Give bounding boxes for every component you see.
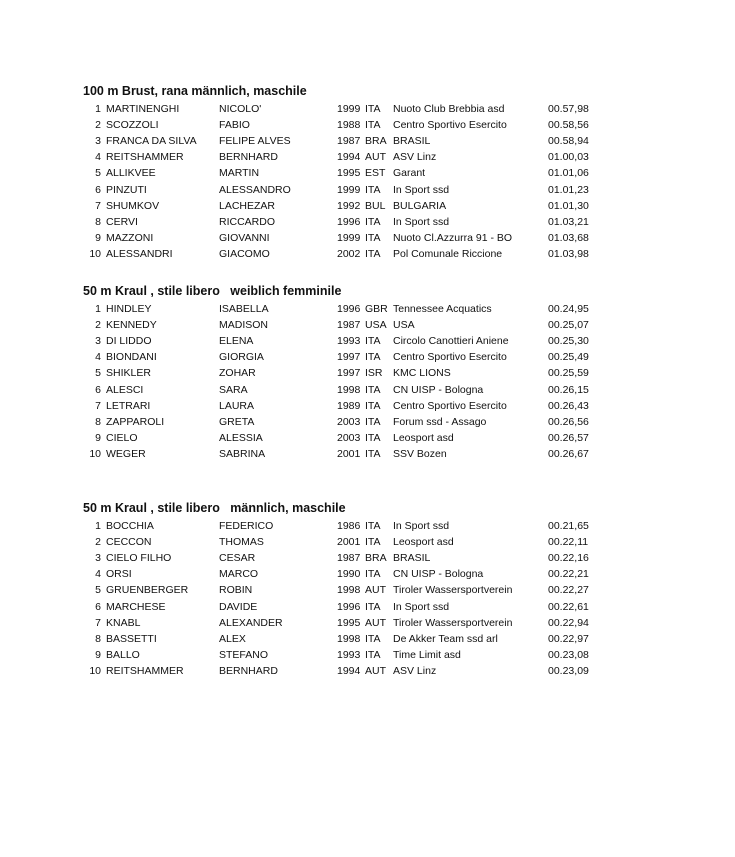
last-name-cell: SCOZZOLI [106, 119, 159, 132]
rank-cell: 5 [95, 584, 101, 597]
rank-cell: 4 [95, 568, 101, 581]
table-row [0, 398, 735, 414]
last-name-cell: ORSI [106, 568, 132, 581]
time-cell: 00.58,56 [548, 119, 589, 132]
rank-cell: 3 [95, 552, 101, 565]
rank-cell: 8 [95, 215, 101, 228]
rank-cell: 8 [95, 632, 101, 645]
first-name-cell: STEFANO [219, 648, 269, 661]
nation-cell: BRA [365, 552, 387, 565]
table-row [0, 182, 735, 198]
table-row [0, 198, 735, 214]
rank-cell: 9 [95, 648, 101, 661]
table-row [0, 333, 735, 349]
birth-year-cell: 1987 [337, 135, 361, 148]
first-name-cell: MADISON [219, 319, 269, 332]
time-cell: 00.26,15 [548, 383, 589, 396]
table-row [0, 149, 735, 165]
first-name-cell: ALESSANDRO [219, 183, 291, 196]
birth-year-cell: 2001 [337, 447, 361, 460]
table-row [0, 365, 735, 381]
table-row [0, 133, 735, 149]
nation-cell: ITA [365, 632, 381, 645]
last-name-cell: MAZZONI [106, 231, 154, 244]
birth-year-cell: 1995 [337, 167, 361, 180]
rank-cell: 1 [95, 103, 101, 115]
table-row [0, 647, 735, 663]
rank-cell: 3 [95, 335, 101, 348]
table-row [0, 317, 735, 333]
first-name-cell: GRETA [219, 415, 255, 428]
last-name-cell: KENNEDY [106, 319, 157, 332]
time-cell: 00.25,30 [548, 335, 589, 348]
club-cell: Tiroler Wassersportverein [393, 616, 513, 629]
time-cell: 00.22,11 [548, 536, 589, 549]
birth-year-cell: 2002 [337, 247, 361, 260]
first-name-cell: THOMAS [219, 536, 264, 549]
time-cell: 00.26,67 [548, 447, 589, 460]
rank-cell: 10 [89, 664, 101, 677]
time-cell: 00.25,07 [548, 319, 589, 332]
time-cell: 00.22,16 [548, 552, 589, 565]
time-cell: 01.01,23 [548, 183, 589, 196]
club-cell: In Sport ssd [393, 183, 450, 196]
club-cell: Leosport asd [393, 431, 454, 444]
nation-cell: ITA [365, 399, 381, 412]
nation-cell: ITA [365, 520, 381, 532]
nation-cell: ITA [365, 351, 381, 364]
last-name-cell: REITSHAMMER [106, 151, 184, 164]
rank-cell: 6 [95, 600, 101, 613]
nation-cell: ITA [365, 335, 381, 348]
nation-cell: ITA [365, 536, 381, 549]
birth-year-cell: 1998 [337, 383, 361, 396]
club-cell: Tiroler Wassersportverein [393, 584, 513, 597]
time-cell: 00.25,49 [548, 351, 589, 364]
rank-cell: 6 [95, 183, 101, 196]
club-cell: Time Limit asd [393, 648, 461, 661]
club-cell: BULGARIA [393, 199, 447, 212]
time-cell: 01.03,21 [548, 215, 589, 228]
nation-cell: AUT [365, 151, 386, 164]
last-name-cell: ALESSANDRI [106, 247, 173, 260]
last-name-cell: MARCHESE [106, 600, 166, 613]
last-name-cell: SHUMKOV [106, 199, 160, 212]
table-row [0, 663, 735, 679]
rank-cell: 8 [95, 415, 101, 428]
section-title: 50 m Kraul , stile libero männlich, maschile [83, 501, 346, 515]
table-row [0, 117, 735, 133]
nation-cell: BRA [365, 135, 387, 148]
first-name-cell: ZOHAR [219, 367, 256, 380]
club-cell: SSV Bozen [393, 447, 447, 460]
club-cell: Garant [393, 167, 426, 180]
rank-cell: 5 [95, 367, 101, 380]
birth-year-cell: 1990 [337, 568, 361, 581]
rank-cell: 1 [95, 520, 101, 532]
nation-cell: ITA [365, 183, 381, 196]
first-name-cell: NICOLO' [219, 103, 262, 115]
nation-cell: AUT [365, 616, 386, 629]
time-cell: 00.25,59 [548, 367, 589, 380]
time-cell: 00.22,94 [548, 616, 589, 629]
last-name-cell: SHIKLER [106, 367, 151, 380]
time-cell: 00.58,94 [548, 135, 589, 148]
club-cell: BRASIL [393, 135, 431, 148]
rank-cell: 10 [89, 447, 101, 460]
time-cell: 01.03,68 [548, 231, 589, 244]
last-name-cell: PINZUTI [106, 183, 147, 196]
nation-cell: AUT [365, 664, 386, 677]
time-cell: 00.26,57 [548, 431, 589, 444]
rank-cell: 4 [95, 151, 101, 164]
last-name-cell: BOCCHIA [106, 520, 154, 532]
nation-cell: ITA [365, 431, 381, 444]
nation-cell: ITA [365, 568, 381, 581]
table-row [0, 214, 735, 230]
club-cell: USA [393, 319, 415, 332]
birth-year-cell: 1996 [337, 215, 361, 228]
first-name-cell: LAURA [219, 399, 255, 412]
last-name-cell: CECCON [106, 536, 152, 549]
rank-cell: 6 [95, 383, 101, 396]
time-cell: 00.21,65 [548, 520, 589, 532]
time-cell: 00.26,56 [548, 415, 589, 428]
first-name-cell: LACHEZAR [219, 199, 276, 212]
table-row [0, 349, 735, 365]
club-cell: In Sport ssd [393, 520, 450, 532]
club-cell: Circolo Canottieri Aniene [393, 335, 509, 348]
time-cell: 00.57,98 [548, 103, 589, 115]
table-row [0, 534, 735, 550]
last-name-cell: DI LIDDO [106, 335, 152, 348]
first-name-cell: FEDERICO [219, 520, 274, 532]
last-name-cell: WEGER [106, 447, 146, 460]
birth-year-cell: 1999 [337, 103, 361, 115]
nation-cell: ITA [365, 415, 381, 428]
rank-cell: 5 [95, 167, 101, 180]
birth-year-cell: 1992 [337, 199, 361, 212]
nation-cell: ITA [365, 600, 381, 613]
table-row [0, 446, 735, 462]
table-row [0, 550, 735, 566]
first-name-cell: ALESSIA [219, 431, 263, 444]
birth-year-cell: 1997 [337, 351, 361, 364]
rank-cell: 7 [95, 199, 101, 212]
birth-year-cell: 1996 [337, 303, 361, 315]
last-name-cell: REITSHAMMER [106, 664, 184, 677]
last-name-cell: CIELO FILHO [106, 552, 172, 565]
birth-year-cell: 1999 [337, 231, 361, 244]
birth-year-cell: 1986 [337, 520, 361, 532]
section-title: 50 m Kraul , stile libero weiblich femminile [83, 284, 342, 298]
first-name-cell: GIOVANNI [219, 231, 270, 244]
section-title: 100 m Brust, rana männlich, maschile [83, 84, 307, 98]
time-cell: 01.01,30 [548, 199, 589, 212]
last-name-cell: ZAPPAROLI [106, 415, 165, 428]
first-name-cell: SARA [219, 383, 248, 396]
birth-year-cell: 1999 [337, 183, 361, 196]
club-cell: Pol Comunale Riccione [393, 247, 503, 260]
birth-year-cell: 1993 [337, 335, 361, 348]
table-row [0, 518, 735, 534]
nation-cell: ITA [365, 648, 381, 661]
table-row [0, 599, 735, 615]
rank-cell: 7 [95, 399, 101, 412]
birth-year-cell: 1993 [337, 648, 361, 661]
first-name-cell: ALEX [219, 632, 246, 645]
nation-cell: GBR [365, 303, 388, 315]
table-row [0, 230, 735, 246]
table-row [0, 246, 735, 262]
club-cell: Centro Sportivo Esercito [393, 351, 507, 364]
birth-year-cell: 2003 [337, 431, 361, 444]
time-cell: 00.22,61 [548, 600, 589, 613]
first-name-cell: CESAR [219, 552, 256, 565]
birth-year-cell: 1997 [337, 367, 361, 380]
rank-cell: 2 [95, 536, 101, 549]
table-row [0, 301, 735, 317]
table-row [0, 582, 735, 598]
nation-cell: ITA [365, 215, 381, 228]
time-cell: 00.22,21 [548, 568, 589, 581]
first-name-cell: ROBIN [219, 584, 253, 597]
first-name-cell: GIORGIA [219, 351, 264, 364]
rank-cell: 2 [95, 119, 101, 132]
rank-cell: 2 [95, 319, 101, 332]
first-name-cell: DAVIDE [219, 600, 258, 613]
first-name-cell: FELIPE ALVES [219, 135, 291, 148]
first-name-cell: GIACOMO [219, 247, 270, 260]
birth-year-cell: 2003 [337, 415, 361, 428]
nation-cell: USA [365, 319, 387, 332]
first-name-cell: ISABELLA [219, 303, 269, 315]
first-name-cell: ELENA [219, 335, 254, 348]
last-name-cell: KNABL [106, 616, 141, 629]
nation-cell: ITA [365, 103, 381, 115]
time-cell: 01.03,98 [548, 247, 589, 260]
rank-cell: 9 [95, 231, 101, 244]
last-name-cell: FRANCA DA SILVA [106, 135, 197, 148]
last-name-cell: HINDLEY [106, 303, 152, 315]
time-cell: 01.01,06 [548, 167, 589, 180]
time-cell: 00.22,27 [548, 584, 589, 597]
club-cell: Nuoto Club Brebbia asd [393, 103, 505, 115]
last-name-cell: BIONDANI [106, 351, 157, 364]
time-cell: 00.24,95 [548, 303, 589, 315]
club-cell: CN UISP - Bologna [393, 568, 484, 581]
nation-cell: ITA [365, 231, 381, 244]
rank-cell: 7 [95, 616, 101, 629]
nation-cell: ISR [365, 367, 383, 380]
nation-cell: BUL [365, 199, 386, 212]
club-cell: Nuoto Cl.Azzurra 91 - BO [393, 231, 513, 244]
table-row [0, 382, 735, 398]
time-cell: 00.22,97 [548, 632, 589, 645]
time-cell: 00.26,43 [548, 399, 589, 412]
club-cell: BRASIL [393, 552, 431, 565]
last-name-cell: BASSETTI [106, 632, 157, 645]
last-name-cell: GRUENBERGER [106, 584, 189, 597]
time-cell: 00.23,09 [548, 664, 589, 677]
birth-year-cell: 1998 [337, 584, 361, 597]
time-cell: 00.23,08 [548, 648, 589, 661]
first-name-cell: MARCO [219, 568, 259, 581]
birth-year-cell: 1988 [337, 119, 361, 132]
table-row [0, 414, 735, 430]
club-cell: KMC LIONS [393, 367, 451, 380]
club-cell: ASV Linz [393, 151, 437, 164]
last-name-cell: MARTINENGHI [106, 103, 180, 115]
last-name-cell: LETRARI [106, 399, 151, 412]
rank-cell: 9 [95, 431, 101, 444]
rank-cell: 10 [89, 247, 101, 260]
club-cell: ASV Linz [393, 664, 437, 677]
first-name-cell: BERNHARD [219, 151, 278, 164]
club-cell: De Akker Team ssd arl [393, 632, 498, 645]
first-name-cell: RICCARDO [219, 215, 276, 228]
club-cell: In Sport ssd [393, 215, 450, 228]
club-cell: Tennessee Acquatics [393, 303, 492, 315]
table-row [0, 165, 735, 181]
last-name-cell: CIELO [106, 431, 138, 444]
club-cell: Forum ssd - Assago [393, 415, 487, 428]
last-name-cell: ALESCI [106, 383, 144, 396]
club-cell: In Sport ssd [393, 600, 450, 613]
birth-year-cell: 1987 [337, 319, 361, 332]
table-row [0, 566, 735, 582]
club-cell: Centro Sportivo Esercito [393, 399, 507, 412]
first-name-cell: ALEXANDER [219, 616, 283, 629]
birth-year-cell: 1994 [337, 151, 361, 164]
birth-year-cell: 1989 [337, 399, 361, 412]
club-cell: Centro Sportivo Esercito [393, 119, 507, 132]
rank-cell: 4 [95, 351, 101, 364]
time-cell: 01.00,03 [548, 151, 589, 164]
rank-cell: 1 [95, 303, 101, 315]
nation-cell: EST [365, 167, 386, 180]
table-row [0, 631, 735, 647]
nation-cell: ITA [365, 447, 381, 460]
club-cell: Leosport asd [393, 536, 454, 549]
last-name-cell: CERVI [106, 215, 138, 228]
birth-year-cell: 2001 [337, 536, 361, 549]
club-cell: CN UISP - Bologna [393, 383, 484, 396]
rank-cell: 3 [95, 135, 101, 148]
birth-year-cell: 1996 [337, 600, 361, 613]
first-name-cell: SABRINA [219, 447, 266, 460]
birth-year-cell: 1995 [337, 616, 361, 629]
last-name-cell: BALLO [106, 648, 140, 661]
table-row [0, 615, 735, 631]
nation-cell: ITA [365, 247, 381, 260]
nation-cell: ITA [365, 119, 381, 132]
first-name-cell: MARTIN [219, 167, 260, 180]
nation-cell: ITA [365, 383, 381, 396]
table-row [0, 101, 735, 117]
table-row [0, 430, 735, 446]
first-name-cell: BERNHARD [219, 664, 278, 677]
birth-year-cell: 1987 [337, 552, 361, 565]
first-name-cell: FABIO [219, 119, 250, 132]
last-name-cell: ALLIKVEE [106, 167, 156, 180]
birth-year-cell: 1994 [337, 664, 361, 677]
nation-cell: AUT [365, 584, 386, 597]
birth-year-cell: 1998 [337, 632, 361, 645]
